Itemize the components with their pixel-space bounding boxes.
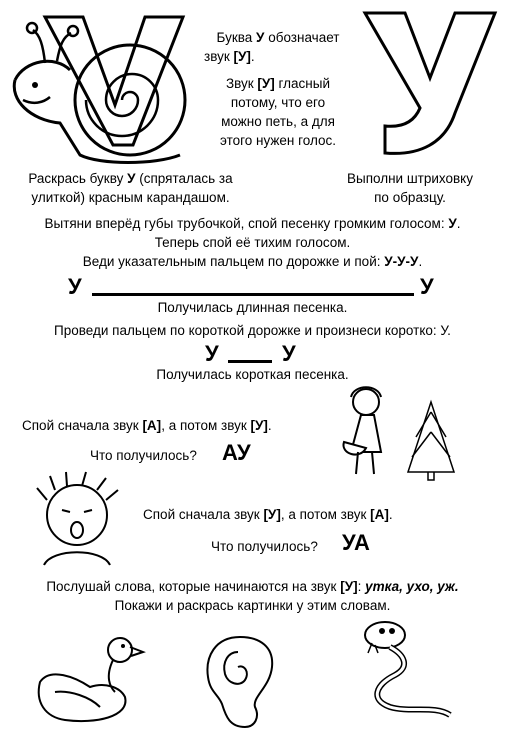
- ear-icon: [200, 632, 280, 732]
- short-intro: Проведи пальцем по короткой дорожке и произнеси коротко: У.: [54, 323, 451, 338]
- au-question: Что получилось?: [90, 448, 197, 463]
- para-line-1: Звук [У] гласный: [225, 76, 331, 91]
- duck-icon: [35, 632, 145, 727]
- song-line-2: Теперь спой её тихим голосом.: [154, 235, 351, 250]
- au-answer: АУ: [222, 440, 251, 465]
- para-line-3: можно петь, а для: [221, 114, 335, 129]
- words-line-2: Покажи и раскрась картинки у этим словам.: [114, 598, 391, 613]
- long-path-right-letter: У: [420, 274, 434, 299]
- outline-letter-u-icon: [360, 8, 500, 160]
- song-line-1: Вытяни вперёд губы трубочкой, спой песенку громким голосом: У.: [44, 216, 461, 231]
- para-line-2: потому, что его: [230, 95, 326, 110]
- girl-with-basket-icon: [336, 382, 461, 482]
- long-caption: Получилась длинная песенка.: [157, 300, 348, 315]
- ua-answer: УА: [342, 530, 370, 555]
- color-task: Раскрась букву У (спряталась за улиткой) красным карандашом.: [28, 171, 233, 205]
- song-line-3: Веди указательным пальцем по дорожке и пой: У-У-У.: [82, 254, 423, 269]
- intro-line-2: звук [У].: [204, 49, 255, 64]
- hatch-task: Выполни штриховку по образцу.: [346, 171, 473, 205]
- short-path-line[interactable]: [228, 360, 272, 363]
- crying-child-icon: [22, 470, 132, 575]
- snail-letter-u-icon: [5, 5, 195, 175]
- au-instruction: Спой сначала звук [А], а потом звук [У].: [22, 418, 272, 433]
- short-path-right-letter: У: [282, 341, 296, 366]
- intro-line-1: Буква У обозначает: [216, 30, 340, 45]
- ua-question: Что получилось?: [211, 539, 318, 554]
- short-caption: Получилась короткая песенка.: [156, 367, 349, 382]
- long-path-left-letter: У: [68, 274, 82, 299]
- ua-instruction: Спой сначала звук [У], а потом звук [А].: [143, 507, 393, 522]
- snake-icon: [350, 615, 460, 730]
- words-line-1: Послушай слова, которые начинаются на звук [У]: утка, ухо, уж.: [46, 579, 459, 594]
- short-path-left-letter: У: [205, 341, 219, 366]
- long-path-line[interactable]: [92, 293, 414, 296]
- para-line-4: этого нужен голос.: [220, 133, 336, 148]
